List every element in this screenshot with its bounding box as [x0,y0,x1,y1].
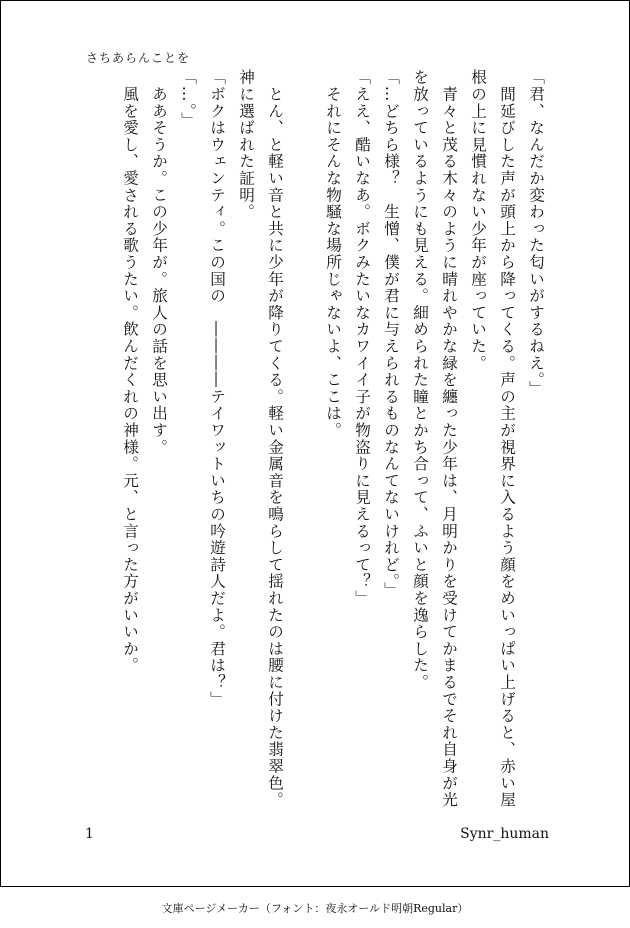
page-number: 1 [85,826,94,842]
author-name: Synr_human [460,826,549,842]
paragraph: ああそうか。この少年が。旅人の話を思い出す。 [150,69,168,456]
paragraph: 青々と茂る木々のように晴れやかな緑を纏った少年は、月明かりを受けてかまるでそれ自身が光を放っているようにも見える。細められた瞳とかち合って、ふいと顔を逸らした。 [411,69,458,809]
paragraph: 「…。」 [179,69,197,129]
generator-credit: 文庫ページメーカー（フォント：夜永オールド明朝Regular） [161,902,469,915]
paragraph: とん、と軽い音と共に少年が降りてくる。軽い金属音を鳴らして揺れたのは腰に付けた翡翠色。神に選ばれた証明。 [237,69,284,809]
paragraph: 「…どちら様？ 生憎、僕が君に与えられるものなんてないけれど。」 [382,69,400,599]
paragraph: それにそんな物騒な場所じゃないよ、ここは。 [324,69,342,439]
running-title: さちあらんことを [86,51,191,65]
paragraph: 風を愛し、愛される歌うたい。飲んだくれの神様。元、と言った方がいいか。 [121,69,139,674]
paragraph: 「君、なんだか変わった匂いがするねえ。」 [527,69,545,398]
paragraph: 間延びした声が頭上から降ってくる。声の主が視界に入るよう顔をめいっぱい上げると、赤い屋根の上に見慣れない少年が座っていた。 [469,69,516,809]
blank-line [289,69,318,809]
body-text [85,69,550,809]
paragraph: 「ええ、酷いなあ。ボクみたいなカワイイ子が物盗りに見えるって？」 [353,69,371,607]
paragraph: 「ボクはウェンティ。この国の ――――テイワットいちの吟遊詩人だよ。君は？」 [208,69,226,708]
